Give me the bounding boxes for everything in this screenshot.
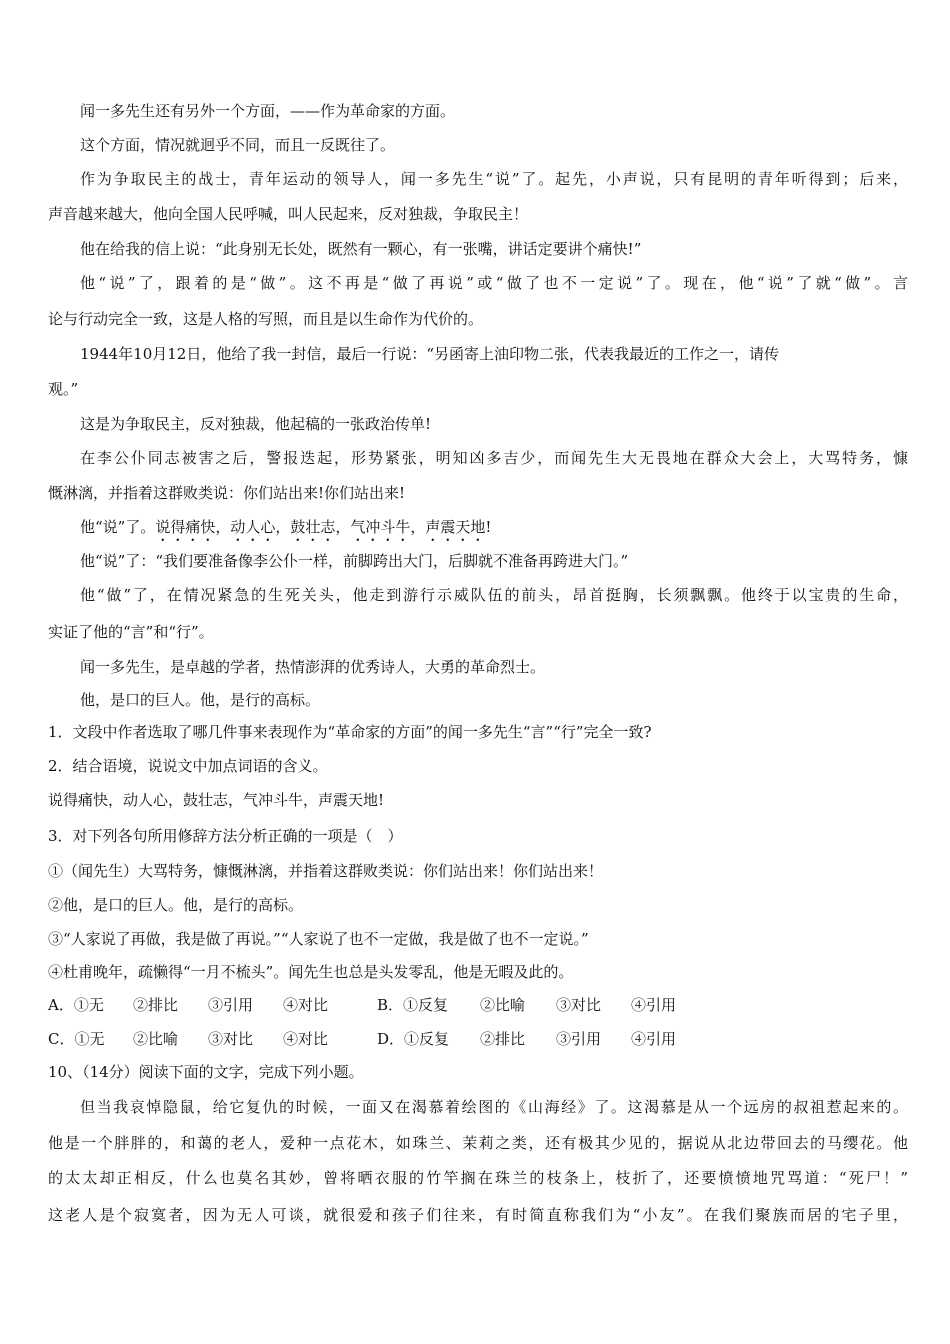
question-3-sentence: ①（闻先生）大骂特务，慷慨淋漓，并指着这群败类说：你们站出来！你们站出来！ — [48, 862, 604, 880]
passage-paragraph-continuation: 慨淋漓，并指着这群败类说：你们站出来!你们站出来! — [48, 484, 406, 502]
passage-paragraph: 他在给我的信上说：“此身别无长处，既然有一颗心，有一张嘴，讲话定要讲个痛快!” — [80, 240, 642, 258]
option-b-label: B．①反复 — [377, 996, 449, 1014]
question-3-sentence: ③“人家说了再做，我是做了再说。”“人家说了也不一定做，我是做了也不一定说。” — [48, 930, 589, 948]
dotted-phrase: 说得痛快，动人心，鼓壮志，气冲斗牛，声震天地 — [155, 518, 486, 536]
option-d-item: ③引用 — [556, 1030, 602, 1048]
passage-paragraph: 他“说”了，跟着的是“做”。这不再是“做了再说”或“做了也不一定说”了。现在，他“说”了就“做”。言 — [80, 274, 908, 292]
passage-paragraph-continuation: 观。” — [48, 380, 79, 398]
option-d-item: ②排比 — [480, 1030, 526, 1048]
passage-text: 他“说”了。 — [80, 518, 156, 536]
question-1: 1．文段中作者选取了哪几件事来表现作为“革命家的方面”的闻一多先生“言”“行”完全一致? — [48, 723, 652, 741]
passage-paragraph: 他“做”了，在情况紧急的生死关头，他走到游行示威队伍的前头，昂首挺胸，长须飘飘。他终于以宝贵的生命， — [80, 586, 908, 604]
option-d-item: ④引用 — [631, 1030, 677, 1048]
option-a-item: ④对比 — [283, 996, 329, 1014]
question-2-quote: 说得痛快，动人心，鼓壮志，气冲斗牛，声震天地! — [48, 791, 385, 809]
passage-paragraph: 他“说”了：“我们要准备像李公仆一样，前脚跨出大门，后脚就不准备再跨进大门。” — [80, 552, 629, 570]
passage-paragraph: 1944年10月12日，他给了我一封信，最后一行说：“另函寄上油印物二张，代表我最近的工作之一，请传 — [80, 345, 780, 363]
question-3: 3．对下列各句所用修辞方法分析正确的一项是（ ） — [48, 827, 403, 845]
option-c-item: ②比喻 — [133, 1030, 179, 1048]
passage-text: ! — [485, 518, 492, 536]
passage-paragraph — [80, 517, 908, 545]
passage-paragraph-continuation: 声音越来越大，他向全国人民呼喊，叫人民起来，反对独裁，争取民主！ — [48, 205, 529, 223]
option-a-item: ③引用 — [208, 996, 254, 1014]
passage-paragraph: 闻一多先生，是卓越的学者，热情澎湃的优秀诗人，大勇的革命烈士。 — [80, 658, 546, 676]
question-3-sentence: ②他，是口的巨人。他，是行的高标。 — [48, 896, 304, 914]
reading-paragraph-continuation: 的太太却正相反，什么也莫名其妙，曾将晒衣服的竹竿搁在珠兰的枝条上，枝折了，还要愤愤地咒骂道：“死尸！” — [48, 1169, 908, 1187]
passage-paragraph-continuation: 论与行动完全一致，这是人格的写照，而且是以生命作为代价的。 — [48, 310, 484, 328]
passage-paragraph: 这是为争取民主，反对独裁，他起稿的一张政治传单! — [80, 415, 432, 433]
passage-paragraph: 在李公仆同志被害之后，警报迭起，形势紧张，明知凶多吉少，而闻先生大无畏地在群众大会上，大骂特务，慷 — [80, 449, 908, 467]
section-10-heading: 10、（14分）阅读下面的文字，完成下列小题。 — [48, 1063, 364, 1081]
passage-paragraph-continuation: 实证了他的“言”和“行”。 — [48, 623, 214, 641]
option-b-item: ②比喻 — [480, 996, 526, 1014]
reading-paragraph-continuation: 他是一个胖胖的，和蔼的老人，爱种一点花木，如珠兰、茉莉之类，还有极其少见的，据说从北边带回去的马缨花。他 — [48, 1134, 908, 1152]
option-a-label: A．①无 — [48, 996, 104, 1014]
option-b-item: ④引用 — [631, 996, 677, 1014]
passage-paragraph: 他，是口的巨人。他，是行的高标。 — [80, 691, 321, 709]
option-b-item: ③对比 — [556, 996, 602, 1014]
reading-paragraph: 但当我哀悼隐鼠，给它复仇的时候，一面又在渴慕着绘图的《山海经》了。这渴慕是从一个远房的叔祖惹起来的。 — [80, 1098, 908, 1116]
passage-paragraph: 作为争取民主的战士，青年运动的领导人，闻一多先生“说”了。起先，小声说，只有昆明的青年听得到；后来， — [80, 170, 908, 188]
option-c-item: ④对比 — [283, 1030, 329, 1048]
option-d-label: D．①反复 — [377, 1030, 450, 1048]
question-3-sentence: ④杜甫晚年，疏懒得“一月不梳头”。闻先生也总是头发零乱，他是无暇及此的。 — [48, 963, 574, 981]
option-c-item: ③对比 — [208, 1030, 254, 1048]
reading-paragraph-continuation: 这老人是个寂寞者，因为无人可谈，就很爱和孩子们往来，有时简直称我们为“小友”。在我们聚族而居的宅子里， — [48, 1206, 908, 1224]
option-a-item: ②排比 — [133, 996, 179, 1014]
passage-paragraph: 闻一多先生还有另外一个方面，——作为革命家的方面。 — [80, 102, 456, 120]
passage-paragraph: 这个方面，情况就迥乎不同，而且一反既往了。 — [80, 136, 396, 154]
question-2: 2．结合语境，说说文中加点词语的含义。 — [48, 757, 328, 775]
option-c-label: C．①无 — [48, 1030, 105, 1048]
